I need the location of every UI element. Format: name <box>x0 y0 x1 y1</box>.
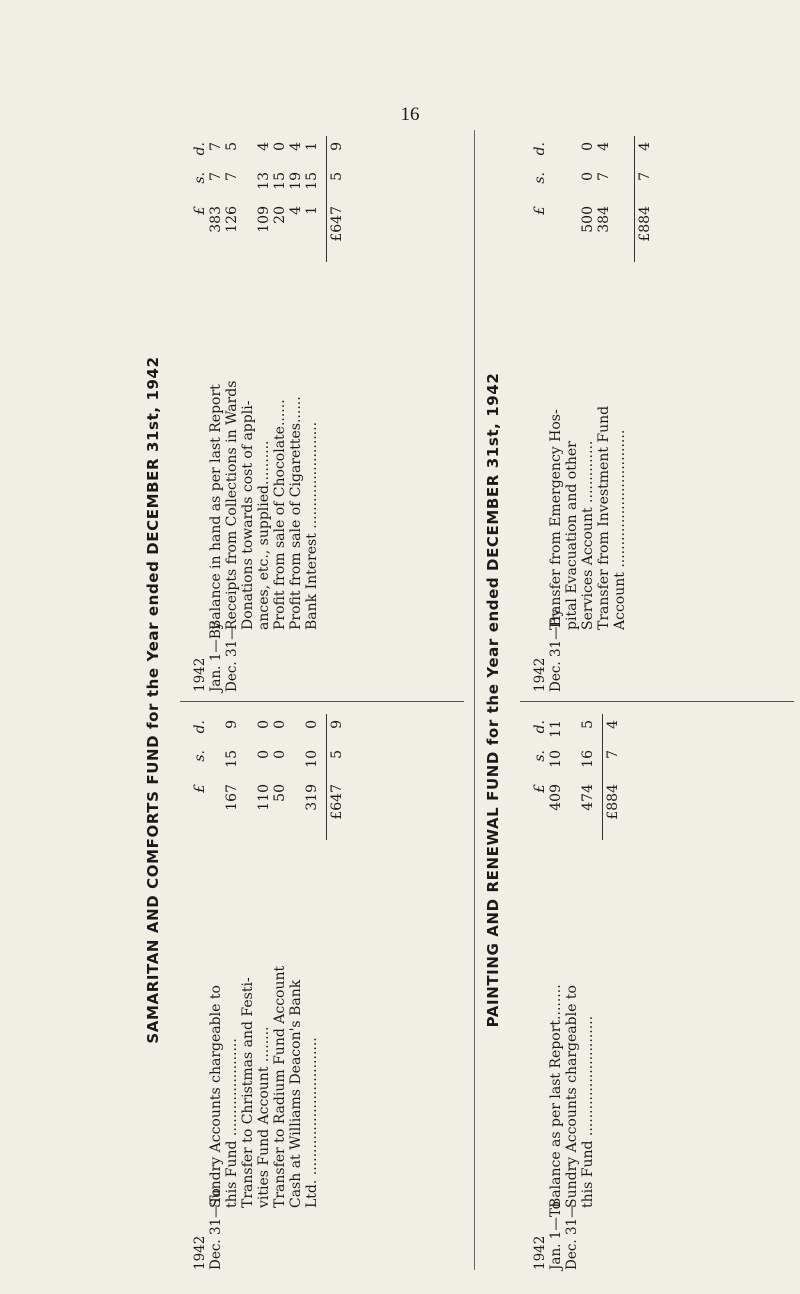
ledger-row <box>564 708 580 1270</box>
ledger-description: Cash at Williams Deacon's Bank <box>288 979 304 1208</box>
amount-pence: 4 <box>288 142 304 151</box>
total-pounds: £647 <box>329 784 345 820</box>
pence-header: d. <box>192 720 208 734</box>
painting-divider <box>520 701 794 702</box>
amount-pounds: 50 <box>272 784 288 802</box>
page-number: 16 <box>400 104 420 125</box>
ledger-amount <box>208 136 224 262</box>
amount-pence: 4 <box>256 142 272 151</box>
ledger-description: Services Account .............. <box>580 440 596 630</box>
ledger-date: Dec. 31—By <box>548 608 564 692</box>
ledger-date: Dec. 31—To <box>208 1188 224 1270</box>
amount-shillings: 15 <box>224 750 240 768</box>
ledger-row <box>272 130 288 692</box>
painting-debit-header <box>532 708 548 1270</box>
ledger-amount <box>256 136 272 262</box>
amount-pence: 0 <box>256 720 272 729</box>
total-shillings: 7 <box>605 750 621 759</box>
amount-shillings: 0 <box>272 750 288 759</box>
painting-credit-currency <box>532 136 548 262</box>
amount-pence: 0 <box>272 720 288 729</box>
total-pence: 4 <box>605 720 621 729</box>
ledger-row <box>596 130 612 692</box>
amount-shillings: 13 <box>256 172 272 190</box>
amount-shillings: 15 <box>272 172 288 190</box>
ledger-description: this Fund ........................... <box>580 1015 596 1208</box>
amount-pounds: 500 <box>580 206 596 233</box>
samaritan-debit-total <box>326 708 345 1270</box>
painting-debit-side <box>532 708 621 1270</box>
total-pounds: £884 <box>605 784 621 820</box>
amount-pounds: 4 <box>288 206 304 215</box>
amount-pounds: 383 <box>208 206 224 233</box>
ledger-row <box>580 130 596 692</box>
ledger-date: Jan. 1—To <box>548 1201 564 1270</box>
amount-shillings: 10 <box>548 750 564 768</box>
ledger-amount <box>272 136 288 262</box>
painting-debit-year: 1942 <box>532 1235 548 1270</box>
painting-credit-year: 1942 <box>532 657 548 692</box>
ledger-description: this Fund ...................... <box>224 1038 240 1208</box>
ledger-row <box>208 708 224 1270</box>
amount-pence: 1 <box>304 142 320 151</box>
ledger-description: Ltd. ............................... <box>304 1037 320 1208</box>
amount-pounds: 20 <box>272 206 288 224</box>
ledger-description: ances, etc., supplied.......... <box>256 440 272 630</box>
ledger-amount <box>304 714 320 840</box>
amount-pence: 7 <box>208 142 224 151</box>
ledger-amount <box>288 136 304 262</box>
total-shillings: 5 <box>329 750 345 759</box>
amount-pence: 11 <box>548 720 564 738</box>
painting-fund-account <box>480 130 800 1270</box>
ledger-description: pital Evacuation and other <box>564 441 580 630</box>
samaritan-debit-side <box>192 708 345 1270</box>
samaritan-credit-currency <box>192 136 208 262</box>
total-pence: 4 <box>637 142 653 151</box>
samaritan-credit-header <box>192 130 208 692</box>
pounds-header: £ <box>532 206 548 215</box>
ledger-description: Transfer to Radium Fund Account <box>272 965 288 1208</box>
pence-header: d. <box>532 142 548 156</box>
amount-pounds: 1 <box>304 206 320 215</box>
painting-credit-total <box>634 130 653 692</box>
ledger-amount <box>256 714 272 840</box>
amount-pence: 9 <box>224 720 240 729</box>
painting-credit-header <box>532 130 548 692</box>
amount-pounds: 409 <box>548 784 564 811</box>
painting-credit-side <box>532 130 653 692</box>
painting-debit-total <box>602 708 621 1270</box>
amount-shillings: 7 <box>208 172 224 181</box>
ledger-date: Dec. 31— <box>224 626 240 692</box>
amount-pounds: 109 <box>256 206 272 233</box>
amount-shillings: 15 <box>304 172 320 190</box>
ledger-description: vities Fund Account ........ <box>256 1026 272 1208</box>
ledger-description: Profit from sale of Chocolate...... <box>272 399 288 630</box>
ledger-description: Bank Interest ........................ <box>304 421 320 630</box>
samaritan-divider <box>180 701 464 702</box>
total-shillings: 5 <box>329 172 345 181</box>
ledger-row <box>240 708 256 1270</box>
amount-shillings: 7 <box>224 172 240 181</box>
amount-pence: 0 <box>272 142 288 151</box>
ledger-row <box>304 130 320 692</box>
amount-shillings: 10 <box>304 750 320 768</box>
ledger-row <box>548 130 564 692</box>
amount-pounds: 319 <box>304 784 320 811</box>
pence-header: d. <box>192 142 208 156</box>
samaritan-fund-account <box>140 130 470 1270</box>
amount-pounds: 110 <box>256 784 272 811</box>
ledger-row <box>288 708 304 1270</box>
pounds-header: £ <box>192 206 208 215</box>
section-separator <box>474 130 475 1270</box>
samaritan-credit-year: 1942 <box>192 657 208 692</box>
total-pence: 9 <box>329 142 345 151</box>
ledger-amount <box>224 136 240 262</box>
total-pence: 9 <box>329 720 345 729</box>
painting-fund-title: PAINTING AND RENEWAL FUND for the Year ended DECEMBER 31st, 1942 <box>484 372 502 1028</box>
amount-shillings: 7 <box>596 172 612 181</box>
ledger-description: Transfer from Investment Fund <box>596 405 612 630</box>
ledger-description: Profit from sale of Cigarettes...... <box>288 396 304 630</box>
ledger-description: Transfer from Emergency Hos- <box>548 409 564 630</box>
samaritan-credit-side <box>192 130 345 692</box>
total-shillings: 7 <box>637 172 653 181</box>
ledger-amount <box>304 136 320 262</box>
ledger-row <box>564 130 580 692</box>
samaritan-debit-year: 1942 <box>192 1235 208 1270</box>
amount-shillings: 19 <box>288 172 304 190</box>
ledger-row <box>208 130 224 692</box>
samaritan-debit-header <box>192 708 208 1270</box>
amount-shillings: 16 <box>580 750 596 768</box>
rotated-accounts <box>140 130 800 1270</box>
ledger-row <box>224 130 240 692</box>
pence-header: d. <box>532 720 548 734</box>
ledger-row <box>288 130 304 692</box>
samaritan-debit-rows <box>208 708 320 1270</box>
shillings-header: s. <box>532 750 548 762</box>
ledger-amount <box>548 714 564 840</box>
ledger-description: Sundry Accounts chargeable to <box>208 985 224 1208</box>
ledger-row <box>224 708 240 1270</box>
ledger-description: Transfer to Christmas and Festi- <box>240 977 256 1208</box>
ledger-row <box>256 130 272 692</box>
painting-debit-currency <box>532 714 548 840</box>
ledger-row <box>240 130 256 692</box>
total-pounds: £647 <box>329 206 345 242</box>
amount-pounds: 474 <box>580 784 596 811</box>
painting-credit-rows <box>548 130 628 692</box>
amount-pence: 4 <box>596 142 612 151</box>
painting-debit-rows <box>548 708 596 1270</box>
pounds-header: £ <box>532 784 548 793</box>
samaritan-credit-rows <box>208 130 320 692</box>
ledger-description: Balance in hand as per last Report <box>208 384 224 630</box>
total-pounds: £884 <box>637 206 653 242</box>
ledger-row <box>272 708 288 1270</box>
ledger-row <box>256 708 272 1270</box>
samaritan-debit-currency <box>192 714 208 840</box>
ledger-description: Sundry Accounts chargeable to <box>564 985 580 1208</box>
ledger-amount <box>580 136 596 262</box>
ledger-date: Jan. 1—By <box>208 621 224 692</box>
amount-pounds: 167 <box>224 784 240 811</box>
amount-shillings: 0 <box>256 750 272 759</box>
ledger-description: Balance as per last Report........ <box>548 984 564 1208</box>
pounds-header: £ <box>192 784 208 793</box>
amount-pence: 0 <box>580 142 596 151</box>
ledger-description: Receipts from Collections in Wards <box>224 380 240 630</box>
amount-shillings: 0 <box>580 172 596 181</box>
ledger-description: Account ............................... <box>612 429 628 630</box>
ledger-amount <box>272 714 288 840</box>
shillings-header: s. <box>192 172 208 184</box>
amount-pence: 0 <box>304 720 320 729</box>
ledger-amount <box>224 714 240 840</box>
shillings-header: s. <box>192 750 208 762</box>
ledger-description: Donations towards cost of appli- <box>240 400 256 630</box>
ledger-amount <box>596 136 612 262</box>
ledger-amount <box>580 714 596 840</box>
ledger-row <box>548 708 564 1270</box>
ledger-date: Dec. 31— <box>564 1204 580 1270</box>
amount-pence: 5 <box>580 720 596 729</box>
samaritan-fund-title: SAMARITAN AND COMFORTS FUND for the Year ended DECEMBER 31st, 1942 <box>144 356 162 1044</box>
amount-pence: 5 <box>224 142 240 151</box>
ledger-row <box>612 130 628 692</box>
shillings-header: s. <box>532 172 548 184</box>
ledger-row <box>580 708 596 1270</box>
samaritan-credit-total <box>326 130 345 692</box>
amount-pounds: 126 <box>224 206 240 233</box>
ledger-row <box>304 708 320 1270</box>
amount-pounds: 384 <box>596 206 612 233</box>
